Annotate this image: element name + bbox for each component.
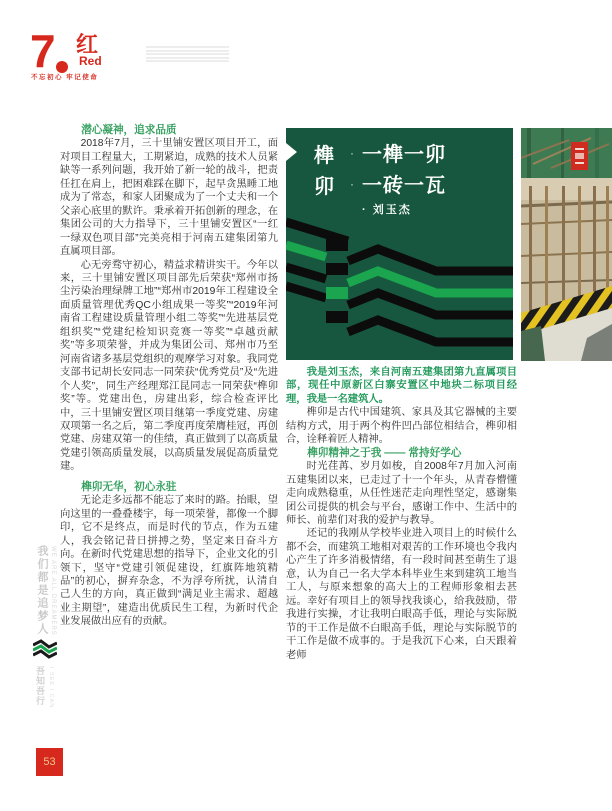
article-column-right	[286, 366, 517, 662]
mortise-tenon-motif	[286, 215, 513, 360]
card-char-mao: 卯	[314, 176, 334, 198]
article-column-left	[60, 124, 278, 629]
logo-tagline: 不忘初心 牢记使命	[31, 74, 99, 81]
card-author: · 刘玉杰	[362, 204, 412, 216]
logo-hong: 红	[76, 32, 99, 57]
bullet-icon: ·	[350, 146, 354, 160]
logo-red-label: Red	[79, 54, 102, 68]
construction-site-photo	[521, 128, 612, 361]
paragraph: 还记的我刚从学校毕业进入项目上的时候什么都不会，而建筑工地相对艰苦的工作环境也令我内心产生了许多消极情绪，有一段时间甚至萌生了退意，认为自己一名大学本科毕业生来到建筑工地当工人，与原来想象的高大上的工程师形象相去甚远。幸好有项目上的领导找我谈心，给我鼓励，带我进行实操，才让我明白眼高手低，理论与实际脱节的干工作是做不白眼高手低，理论与实际脱节的干工作是做不成事的。于是我沉下心来，白天跟着老师	[286, 528, 517, 661]
rail-slogan-en: WE ARE ALL DREAMERS	[50, 546, 56, 636]
section-heading-1: 潜心凝神，追求品质	[81, 124, 177, 136]
article-title-card	[286, 128, 513, 360]
author-intro: 我是刘玉杰，来自河南五建集团第九直属项目部，现任中原新区白寨安置区中地块二标项目经理，我是一名建筑人。	[286, 367, 517, 405]
paragraph: 心无旁骛守初心，精益求精讲实干。今年以来，三十里铺安置区项目部先后荣获“郑州市扬尘污染治理绿牌工地”“郑州市2019年工程建设全面质量管理优秀QC小组成果一等奖”“2019年河南省工程建设质量管理小组二等奖”“先进基层党组织奖”“党建纪检知识竞赛一等奖”“卓越贡献奖”等多项荣誉，并成为集团公司、郑州市乃至河南省诸多基层党组织的观摩学习对象。我同党支部书记胡长安同志一同荣获“优秀党员”及“先进个人奖”，同生产经理郑江昆同志一同荣获“榫卯奖”等。党建出色，房建出彩，综合检查评比中，三十里铺安置区项目继第一季度党建、房建双项第一名之后，第二季度再度荣膺桂冠，再创党建、房建双第一的佳绩，真正做到了以高质量党建引领高质量发展，以高质量发展促高质量党建。	[60, 259, 278, 473]
mortise-tenon-icon	[33, 638, 57, 665]
paragraph: 无论走多远都不能忘了来时的路。抬眼，望向这里的一叠叠楼宇，每一项荣誉，都像一个脚印，它不是终点，而是时代的节点，作为五建人，我会铭记昔日拼搏之势，坚定来日奋斗方向。在新时代党建思想的指导下，企业文化的引领下，坚守“党建引领促建设，红旗阵地筑精品”的初心，摒弃杂念，不为浮夸所扰，认清自己人生的方向，真正做到“满足业主需求、超越业主期望”，建造出优质民生工程，为新时代企业发展做出应有的贡献。	[60, 495, 278, 628]
card-char-sun: 榫	[314, 145, 334, 167]
section-heading-3: 榫卯精神之于我 —— 常持好学心	[307, 446, 462, 459]
logo-seven: 7	[30, 25, 54, 77]
paragraph: 2018年7月，三十里铺安置区项目开工，面对项目工程量大，工期紧迫，成熟的技术人员紧缺等一系列问题，我开始了新一轮的战斗，把责任扛在肩上，把困难踩在脚下，起早贪黑睡工地成为了常态，和家人团聚成为了一个丈夫和一个父亲心底里的默许。秉承着开拓创新的理念，在集团公司的大力指导下，三十里铺安置区“一红一绿双色项目部”完美亮相于河南五建集团第九直属项目部。	[60, 138, 278, 258]
decorative-lines	[146, 46, 229, 62]
page-number-badge: 53	[36, 748, 63, 776]
rail-slogan-cn: 我们都是追梦人	[36, 545, 48, 636]
bullet-icon: ·	[350, 177, 354, 191]
rail-motto-en: I SEE I CAN	[48, 667, 54, 709]
paragraph: 榫卯是古代中国建筑、家具及其它器械的主要结构方式，用于两个构件凹凸部位相结合，榫卯相合，诠释着匠人精神。	[286, 407, 517, 446]
card-title-line2: 一砖一瓦	[362, 175, 446, 197]
card-title-line1: 一榫一卯	[362, 144, 446, 166]
arrow-right-icon	[286, 143, 297, 161]
section-heading-2: 榫卯无华，初心永驻	[81, 480, 177, 493]
rail-motto-cn: 吾知吾行	[35, 666, 45, 706]
brand-logo	[30, 25, 140, 83]
paragraph: 时光荏苒、岁月如梭，自2008年7月加入河南五建集团以来，已走过了十一个年头，从青春懵懂走向成熟稳重，从任性迷茫走向理性坚定，感谢集团公司提供的机会与平台，感谢工作中、生活中的师长、前辈们对我的爱护与教导。	[286, 461, 517, 526]
